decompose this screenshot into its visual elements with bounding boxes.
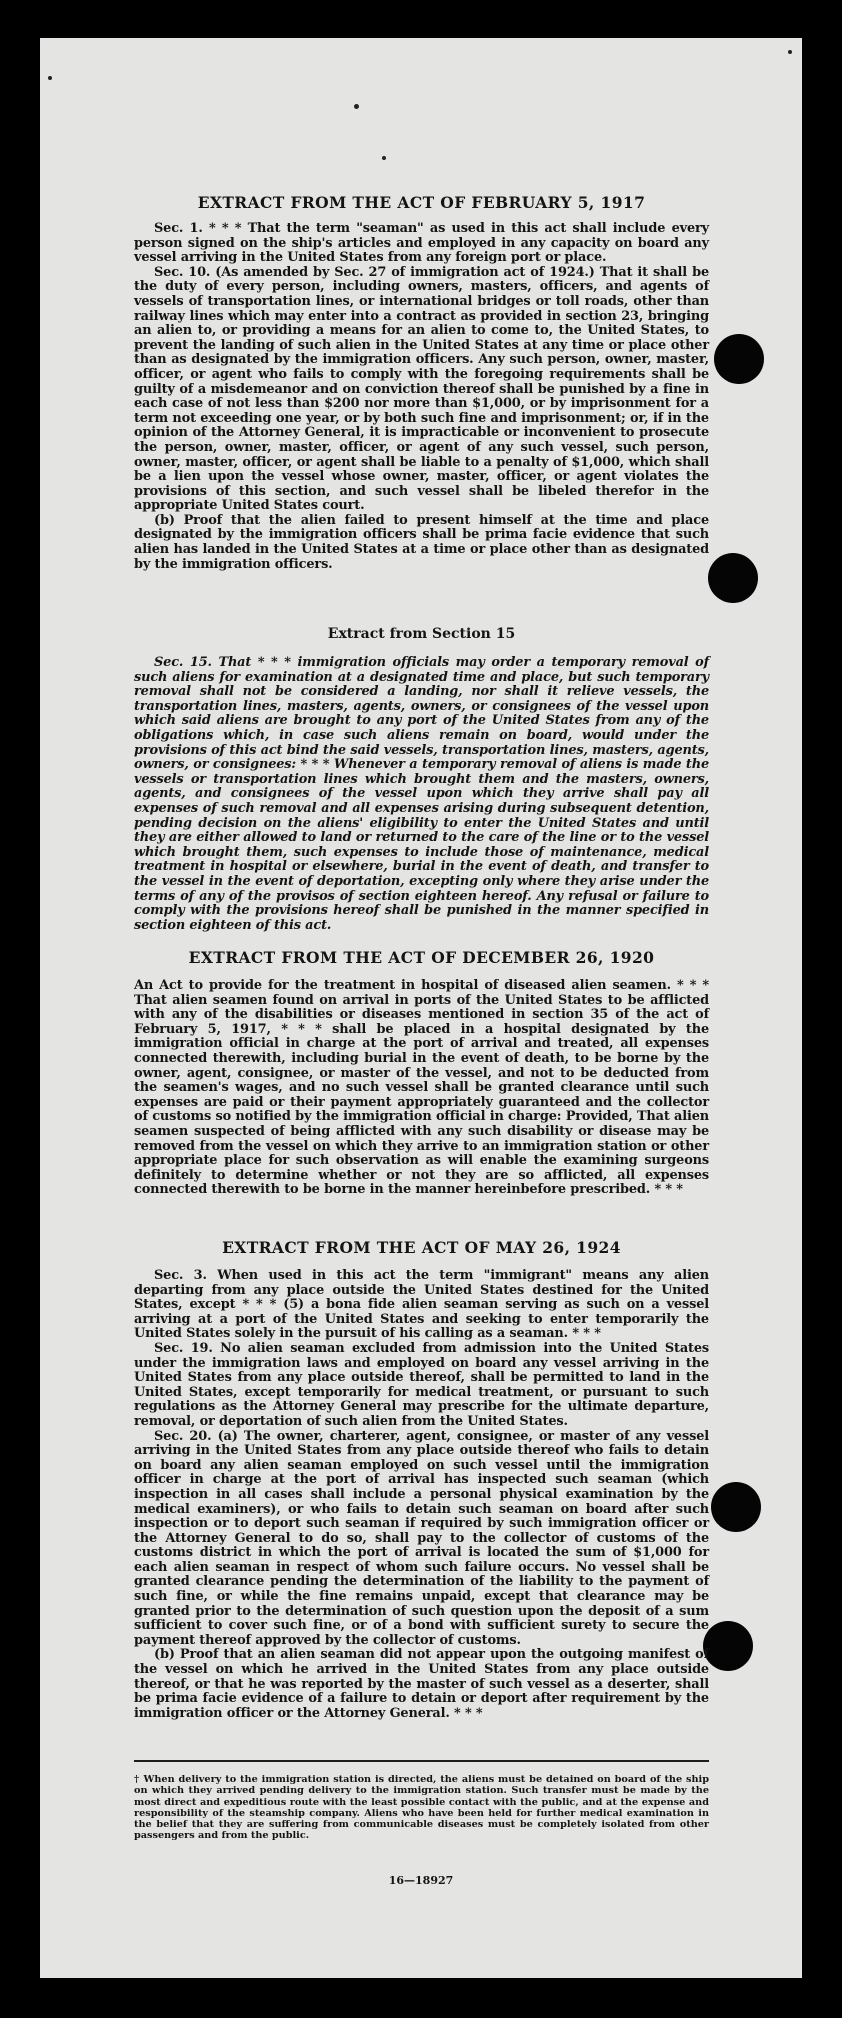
section-act-1924 <box>134 1238 709 1721</box>
section-title: Extract from Section 15 <box>327 626 516 642</box>
section-act-1917 <box>134 193 709 572</box>
paragraph-act-1920: An Act to provide for the treatment in hospital of diseased alien seamen. * * * That alien seamen found on arrival in ports of the United States to be afflicted with any of the disabilities or diseases mentioned in section 35 of the act of February 5, 1917, * * * shall be placed in a hospital designated by the immigration official in charge at the port of arrival and treated, all expenses connected therewith, including burial in the event of death, to be borne by the owner, agent, consignee, or master of the vessel, and not to be deducted from the seamen's wages, and no such vessel shall be granted clearance until such expenses are paid or their payment appropriately guaranteed and the collector of customs so notified by the immigration official in charge: Provided, That alien seamen suspected of being afflicted with any such disability or disease may be removed from the vessel on which they arrive to an immigration station or other appropriate place for such observation as will enable the examining surgeons definitely to determine whether or not they are so afflicted, all expenses connected therewith to be borne in the manner hereinbefore prescribed. * * * <box>134 978 709 1198</box>
paper-speck <box>382 156 386 160</box>
punch-hole <box>708 553 758 603</box>
paragraph-sec-20-a: Sec. 20. (a) The owner, charterer, agent, consignee, or master of any vessel arriving in the United States from any place outside thereof who fails to detain on board any alien seaman employed on such vessel until the immigration officer in charge at the port of arrival has inspected such seaman (which inspection in all cases shall include a personal physical examination by the medical examiners), or who fails to detain such seaman on board after such inspection or to deport such seaman if required by such immigration officer or the Attorney General to do so, shall pay to the collector of customs of the customs district in which the port of arrival is located the sum of $1,000 for each alien seaman in respect of whom such failure occurs. No vessel shall be granted clearance pending the determination of the liability to the payment of such fine, or while the fine remains unpaid, except that clearance may be granted prior to the determination of such question upon the deposit of a sum sufficient to cover such fine, or of a bond with sufficient surety to secure the payment thereof approved by the collector of customs. <box>134 1428 709 1648</box>
footnote-divider <box>134 1760 709 1762</box>
form-number: 16—18927 <box>388 1874 454 1887</box>
paper-speck <box>788 50 792 54</box>
paragraph-sec-10: Sec. 10. (As amended by Sec. 27 of immigration act of 1924.) That it shall be the duty of every person, including owners, masters, officers, and agents of vessels of transportation lines, or international bridges or toll roads, other than railway lines which may enter into a contract as provided in section 23, bringing an alien to, or providing a means for an alien to come to, the United States, to prevent the landing of such alien in the United States at any time or place other than as designated by the immigration officers. Any such person, owner, master, officer, or agent who fails to comply with the foregoing requirements shall be guilty of a misdemeanor and on conviction thereof shall be punished by a fine in each case of not less than $200 nor more than $1,000, or by imprisonment for a term not exceeding one year, or by both such fine and imprisonment; or, if in the opinion of the Attorney General, it is impracticable or inconvenient to prosecute the person, owner, master, officer, or agent of any such vessel, such person, owner, master, officer, or agent shall be liable to a penalty of $1,000, which shall be a lien upon the vessel whose owner, master, officer, or agent violates the provisions of this section, and such vessel shall be libeled therefor in the appropriate United States court. <box>134 264 709 514</box>
punch-hole <box>703 1621 753 1671</box>
section-title: EXTRACT FROM THE ACT OF FEBRUARY 5, 1917 <box>197 193 646 212</box>
paragraph-sec-19: Sec. 19. No alien seaman excluded from admission into the United States under the immigration laws and employed on board any vessel arriving in the United States from any place outside thereof, shall be permitted to land in the United States, except temporarily for medical treatment, or pursuant to such regulations as the Attorney General may prescribe for the ultimate departure, removal, or deportation of such alien from the United States. <box>134 1340 709 1429</box>
section-title: EXTRACT FROM THE ACT OF DECEMBER 26, 1920 <box>188 948 655 967</box>
section-title: EXTRACT FROM THE ACT OF MAY 26, 1924 <box>222 1238 621 1257</box>
section-act-1920 <box>134 948 709 1198</box>
document-page <box>40 38 802 1978</box>
punch-hole <box>711 1482 761 1532</box>
section-extract-15 <box>134 626 709 933</box>
paragraph-sec-20-b: (b) Proof that an alien seaman did not appear upon the outgoing manifest of the vessel on which he arrived in the United States from any place outside thereof, or that he was reported by the master of such vessel as a deserter, shall be prima facie evidence of a failure to detain or deport after requirement by the immigration officer or the Attorney General. * * * <box>134 1647 709 1721</box>
footnote-text: † When delivery to the immigration station is directed, the aliens must be detained on board of the ship on which they arrived pending delivery to the immigration station. Such transfer must be made by the most direct and expeditious route with the least possible contact with the public, and at the expense and responsibility of the steamship company. Aliens who have been held for further medical examination in the belief that they are suffering from communicable diseases must be completely isolated from other passengers and from the public. <box>134 1774 709 1842</box>
paragraph-sec-3: Sec. 3. When used in this act the term "immigrant" means any alien departing from any place outside the United States destined for the United States, except * * * (5) a bona fide alien seaman serving as such on a vessel arriving at a port of the United States and seeking to enter temporarily the United States solely in the pursuit of his calling as a seaman. * * * <box>134 1268 709 1342</box>
paragraph-sec-1: Sec. 1. * * * That the term "seaman" as used in this act shall include every person signed on the ship's articles and employed in any capacity on board any vessel arriving in the United States from any foreign port or place. <box>134 221 709 266</box>
paper-speck <box>354 104 359 109</box>
paragraph-sec-10-b: (b) Proof that the alien failed to present himself at the time and place designated by the immigration officers shall be prima facie evidence that such alien has landed in the United States at a time or place other than as designated by the immigration officers. <box>134 512 709 572</box>
paragraph-sec-15: Sec. 15. That * * * immigration officials may order a temporary removal of such aliens for examination at a designated time and place, but such temporary removal shall not be considered a landing, nor shall it relieve vessels, the transportation lines, masters, agents, owners, or consignees of the vessel upon which said aliens are brought to any port of the United States from any of the obligations which, in case such aliens remain on board, would under the provisions of this act bind the said vessels, transportation lines, masters, agents, owners, or consignees: * * * Whenever a temporary removal of aliens is made the vessels or transportation lines which brought them and the masters, owners, agents, and consignees of the vessel upon which they arrive shall pay all expenses of such removal and all expenses arising during subsequent detention, pending decision on the aliens' eligibility to enter the United States and until they are either allowed to land or returned to the care of the line or to the vessel which brought them, such expenses to include those of maintenance, medical treatment in hospital or elsewhere, burial in the event of death, and transfer to the vessel in the event of deportation, excepting only where they arise under the terms of any of the provisos of section eighteen hereof. Any refusal or failure to comply with the provisions hereof shall be punished in the manner specified in section eighteen of this act. <box>134 655 709 933</box>
paper-speck <box>48 76 52 80</box>
punch-hole <box>714 334 764 384</box>
footnote <box>134 1774 709 1842</box>
